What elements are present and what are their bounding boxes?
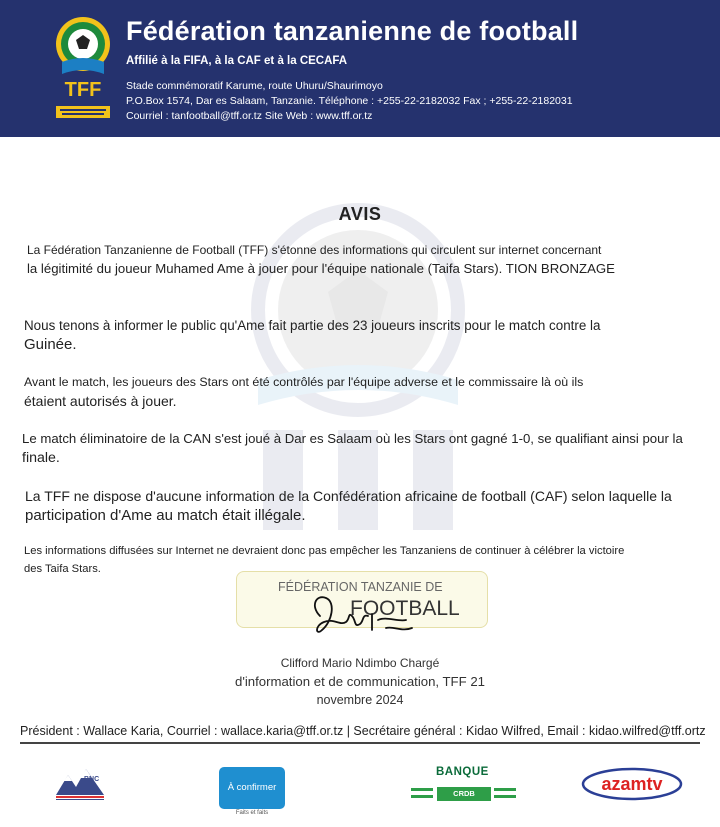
paragraph-2-line-2: Guinée. — [24, 336, 77, 353]
bank-label: BANQUE — [436, 766, 489, 778]
paragraph-6-line-2: des Taifa Stars. — [24, 563, 101, 575]
signature-icon — [302, 586, 422, 646]
bank-name: CRDB — [437, 787, 491, 801]
paragraph-5-line-1: La TFF ne dispose d'aucune information de la Confédération africaine de football (CAF) selon laquelle la — [25, 488, 672, 504]
notice-title: AVIS — [338, 204, 382, 224]
paragraph-3-line-2: étaient autorisés à jouer. — [24, 393, 177, 409]
paragraph-2-line-1: Nous tenons à informer le public qu'Ame fait partie des 23 joueurs inscrits pour le match contre la — [24, 318, 601, 333]
contact-line: P.O.Box 1574, Dar es Salaam, Tanzanie. Téléphone : +255-22-2182032 Fax ; +255-22-2182031 — [126, 95, 573, 107]
azamtv-logo-icon — [581, 767, 683, 801]
tff-logo-icon — [52, 14, 114, 122]
paragraph-3-line-1: Avant le match, les joueurs des Stars ont été contrôlés par l'équipe adverse et le commissaire là où ils — [24, 375, 584, 389]
footer-contacts: Président : Wallace Karia, Courriel : wallace.karia@tff.or.tz | Secrétaire général : Kidao Wilfred, Email : kidao.wilfred@tff.ortz — [20, 724, 706, 738]
svg-text:TFF: TFF — [64, 79, 102, 101]
azamtv-label: azamtv — [601, 774, 663, 794]
affiliation-line: Affilié à la FIFA, à la CAF et à la CECAFA — [126, 55, 348, 67]
footer-divider — [20, 742, 700, 744]
web-line: Courriel : tanfootball@tff.or.tz Site Web : www.tff.or.tz — [126, 110, 373, 122]
bnc-logo-icon — [52, 765, 108, 803]
stamp-line-1: FÉDÉRATION TANZANIE DE — [278, 580, 443, 594]
bnc-label: BNC — [84, 776, 100, 783]
stamp-line-2: FOOTBALL — [350, 597, 460, 620]
crdb-left-stripes-icon — [411, 786, 433, 802]
confirm-caption: Faits et faits — [235, 810, 269, 816]
paragraph-1-line-1: La Fédération Tanzanienne de Football (TFF) s'étonne des informations qui circulent sur internet concernant — [27, 243, 602, 257]
paragraph-4-line-1: Le match éliminatoire de la CAN s'est joué à Dar es Salaam où les Stars ont gagné 1-0, se qualifiant ainsi pour la — [22, 431, 683, 446]
paragraph-1-line-2: la légitimité du joueur Muhamed Ame à jouer pour l'équipe nationale (Taifa Stars). TION BRONZAGE — [27, 261, 615, 276]
confirm-logo: À confirmer — [219, 767, 285, 809]
paragraph-4-line-2: finale. — [22, 450, 60, 466]
paragraph-5-line-2: participation d'Ame au match était illégale. — [25, 507, 306, 524]
signatory-role: d'information et de communication, TFF 21 — [234, 674, 486, 689]
paragraph-6-line-1: Les informations diffusées sur Internet ne devraient donc pas empêcher les Tanzaniens de continuer à célébrer la victoire — [24, 545, 625, 557]
signatory-date: novembre 2024 — [316, 693, 404, 707]
signatory-name: Clifford Mario Ndimbo Chargé — [280, 656, 440, 670]
crdb-right-stripes-icon — [494, 786, 516, 802]
letterhead — [0, 0, 720, 137]
address-line: Stade commémoratif Karume, route Uhuru/Shaurimoyo — [126, 80, 383, 92]
federation-title: Fédération tanzanienne de football — [126, 16, 579, 46]
